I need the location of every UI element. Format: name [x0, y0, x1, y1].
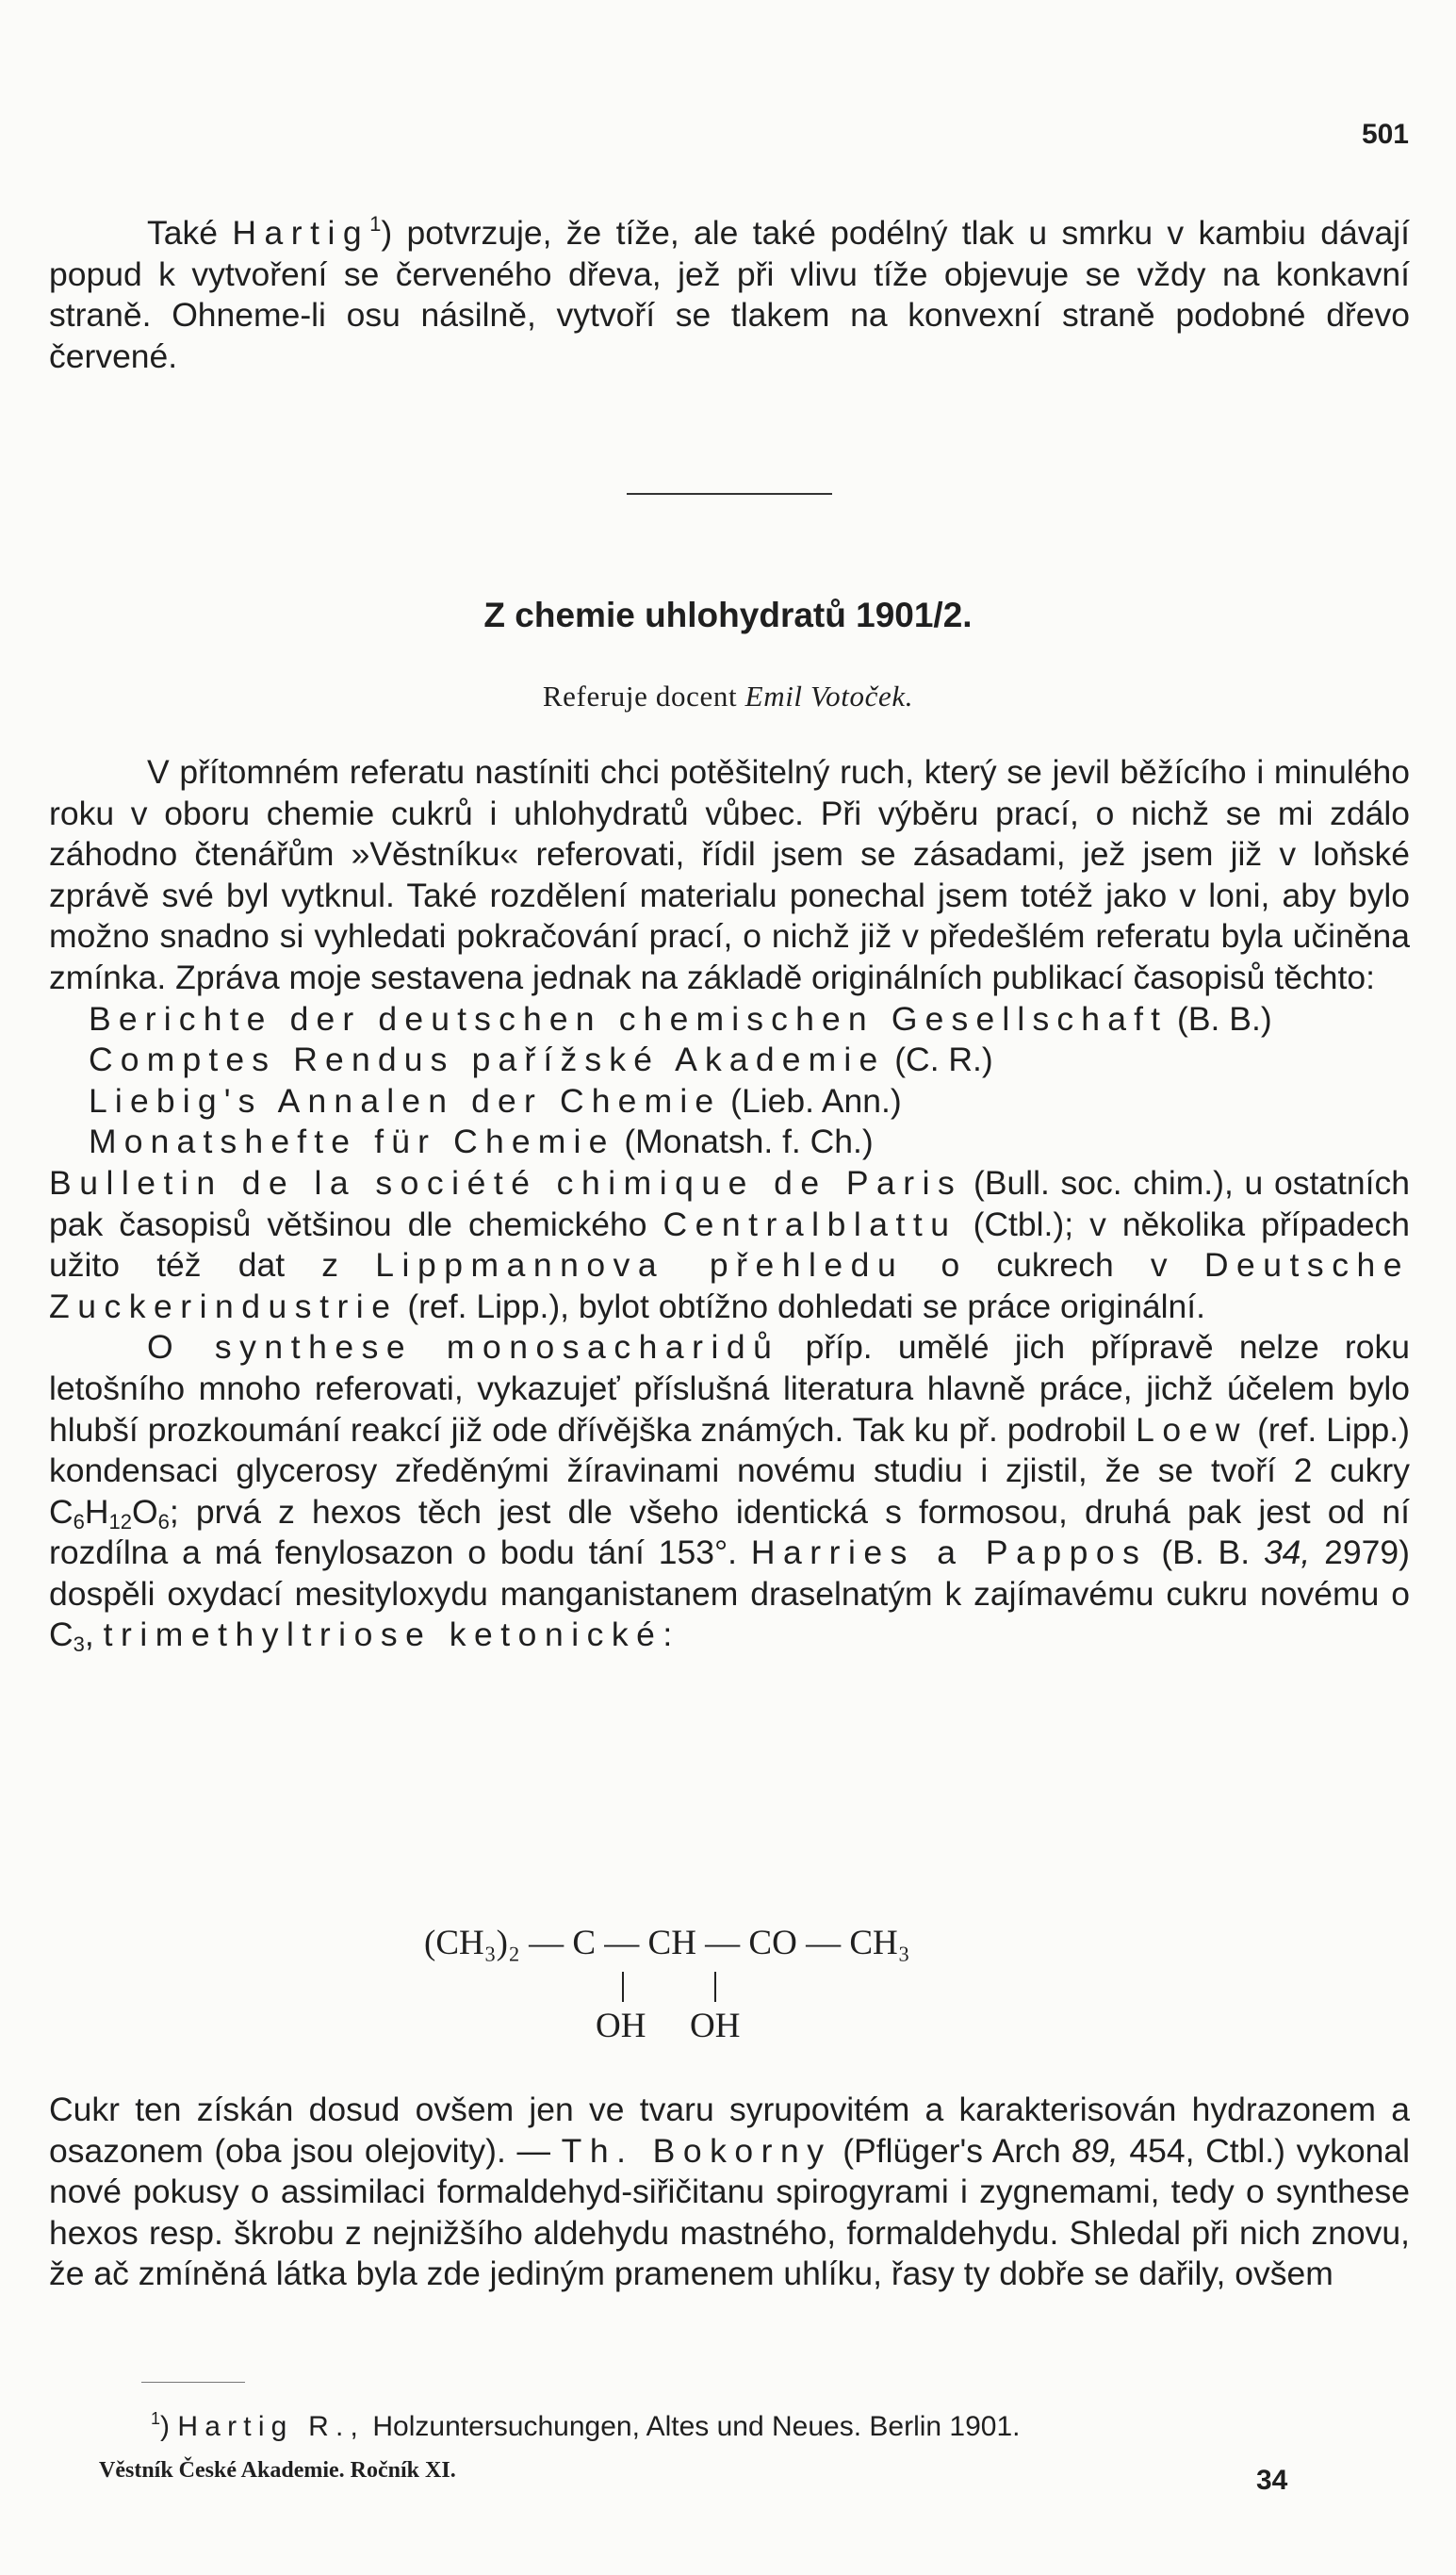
- paragraph-bokorny: Cukr ten získán dosud ovšem jen ve tvaru syrupovitém a karakterisován hydrazonem a osazonem (oba jsou olejovity). — Th. Bokorny (Pflüger's Arch 89, 454, Ctbl.) vykonal nové pokusy o assimilaci formaldehyd-siřičitanu spirogyrami i zygnemami, tedy o synthese hexos resp. škrobu z nejnižšího aldehydu mastného, formaldehydu. Shledal při nich znovu, že ač zmíněná látka byla zde jediným pramenem uhlíku, řasy ty dobře se dařily, ovšem: [49, 2091, 1410, 2293]
- intro-text: ) potvrzuje, že tíže, ale také podélný tlak u smrku v kambiu dávají popud k vytvoření se červeného dřeva, jež při vlivu tíže objevuje se vždy na konkavní straně. Ohneme-li osu násilně, vytvoří se tlakem na konvexní straně podobné dřevo červené.: [49, 214, 1410, 375]
- section-divider: [627, 493, 832, 495]
- footnote-rule: [141, 2382, 245, 2383]
- bond-line: [622, 1972, 624, 2002]
- sheet-number: 34: [1256, 2465, 1288, 2496]
- intro-paragraph: [49, 213, 1410, 377]
- section-heading-synthesis: O synthese monosacharidů: [147, 1328, 780, 1367]
- byline-author: Emil Votoček.: [744, 680, 914, 713]
- formula-oh: OH: [596, 2007, 646, 2045]
- journal-item: Monatshefte für Chemie (Monatsh. f. Ch.): [89, 1123, 874, 1161]
- journal-item: Berichte der deutschen chemischen Gesellschaft (B. B.): [89, 999, 1272, 1038]
- journal-list: [49, 999, 1410, 1163]
- footnote-ref[interactable]: 1: [369, 212, 382, 236]
- byline: [0, 680, 1456, 713]
- byline-prefix: Referuje docent: [542, 680, 738, 713]
- article-title: Z chemie uhlohydratů 1901/2.: [483, 596, 973, 634]
- journal-footer: Věstník České Akademie. Ročník XI.: [99, 2458, 456, 2483]
- author-hartig: Hartig: [232, 214, 370, 252]
- formula-oh: OH: [690, 2007, 741, 2045]
- journal-bulletin: Bulletin de la société chimique de Paris: [49, 1163, 963, 1202]
- author-bokorny: Th. Bokorny: [561, 2131, 832, 2170]
- paragraph-synthesis: O synthese monosacharidů příp. umělé jich přípravě nelze roku letošního mnoho referovati, vykazujeť příslušná literatura hlavně práce, jichž účelem bylo hlubší prozkoumání reakcí již ode dřívějška známých. Tak ku př. podrobil Loew (ref. Lipp.) kondensaci glycerosy zředěnými žíravinami novému studiu i zjistil, že se tvoří 2 cukry $C_6H_{12}O_6$; prvá z hexos těch jest dle všeho identická s formosou, druhá pak jest od ní rozdílna a má fenylosazon o bodu tání 153°. Harries a Pappos (B. B. 34, 2979) dospěli oxydací mesityloxydu manganistanem draselnatým k zajímavému cukru novému o $C_3$, trimethyltriose ketonické:: [49, 1328, 1410, 1657]
- bond-line: [714, 1972, 716, 2002]
- footnote: $^1$) Hartig R., Holzuntersuchungen, Altes und Neues. Berlin 1901.: [151, 2409, 1021, 2442]
- journal-item: Comptes Rendus pařížské Akademie (C. R.): [89, 1041, 993, 1079]
- author-harries: Harries a Pappos: [750, 1534, 1148, 1572]
- chemical-formula: [415, 1923, 1074, 2055]
- formula-main-chain: (CH₃)₂ — C — CH — CO — CH₃: [424, 1924, 910, 1962]
- paragraph-intro: V přítomném referatu nastíniti chci potěšitelný ruch, který se jevil běžícího i minulého roku v oboru chemie cukrů i uhlohydratů vůbec. Při výběru prací, o nichž se mi zdálo záhodno čtenářům »Věstníku« referovati, řídil jsem se zásadami, jež jsem již v loňské zprávě své byl vytknul. Také rozdělení materialu ponechal jsem totéž jako v loni, aby bylo možno snadno si vyhledati pokračování prací, o nichž již v předešlém referatu byla učiněna zmínka. Zpráva moje sestavena jednak na základě originálních publikací časopisů těchto:: [49, 753, 1410, 996]
- article-body: [49, 752, 1410, 1656]
- paragraph-sources: Bulletin de la société chimique de Paris (Bull. soc. chim.), u ostatních pak časopisů většinou dle chemického Centralblattu (Ctbl.); v několika případech užito též dat z Lippmannova přehledu o cukrech v Deutsche Zuckerindustrie (ref. Lipp.), bylot obtížno dohledati se práce originální.: [49, 1163, 1411, 1325]
- author-loew: Loew: [1136, 1410, 1249, 1449]
- journal-item: Liebig's Annalen der Chemie (Lieb. Ann.): [89, 1081, 902, 1120]
- intro-lead: Také: [147, 214, 218, 252]
- page-number: 501: [1361, 119, 1409, 150]
